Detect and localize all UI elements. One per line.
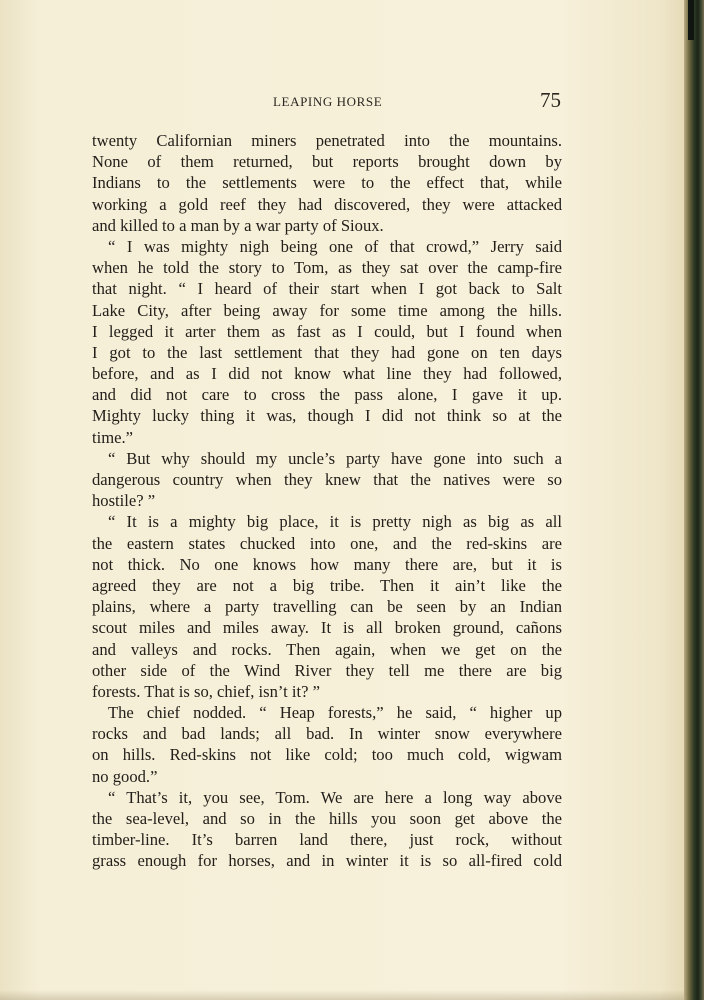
- text-line: Mighty lucky thing it was, though I did not think so at the: [92, 406, 562, 426]
- text-line: and valleys and rocks. Then again, when we get on the: [92, 639, 562, 659]
- text-line: “ That’s it, you see, Tom. We are here a long way above: [108, 787, 562, 807]
- running-head: LEAPING HORSE: [273, 94, 383, 109]
- text-line: when he told the story to Tom, as they sat over the camp-fire: [92, 258, 562, 278]
- text-line: I got to the last settlement that they had gone on ten days: [92, 342, 562, 362]
- text-line: “ It is a mighty big place, it is pretty nigh as big as all: [108, 512, 562, 532]
- text-line: “ I was mighty nigh being one of that crowd,” Jerry said: [108, 236, 562, 256]
- text-line: “ But why should my uncle’s party have gone into such a: [108, 448, 562, 468]
- text-line: not thick. No one knows how many there are, but it is: [92, 554, 562, 574]
- text-line: None of them returned, but reports brought down by: [92, 152, 562, 172]
- body-text: [92, 130, 562, 872]
- text-line: and did not care to cross the pass alone, I gave it up.: [92, 385, 562, 405]
- text-line: time.”: [92, 427, 134, 447]
- text-line: forests. That is so, chief, isn’t it? ”: [92, 681, 320, 701]
- text-line: on hills. Red-skins not like cold; too much cold, wigwam: [92, 745, 562, 765]
- text-line: twenty Californian miners penetrated into the mountains.: [92, 131, 562, 150]
- text-line: hostile? ”: [92, 491, 156, 511]
- text-line: other side of the Wind River they tell me there are big: [92, 660, 562, 680]
- text-line: The chief nodded. “ Heap forests,” he said, “ higher up: [108, 703, 562, 723]
- text-line: I legged it arter them as fast as I could, but I found when: [92, 321, 562, 341]
- text-line: no good.”: [92, 766, 158, 786]
- text-line: rocks and bad lands; all bad. In winter snow everywhere: [92, 724, 562, 744]
- text-line: before, and as I did not know what line they had followed,: [92, 364, 562, 384]
- page-bottom-shadow: [0, 990, 684, 1000]
- text-line: the eastern states chucked into one, and the red-skins are: [92, 533, 562, 553]
- page-number: 75: [540, 88, 561, 112]
- text-line: dangerous country when they knew that the natives were so: [92, 470, 562, 489]
- book-spine-edge: [684, 0, 704, 1000]
- text-line: working a gold reef they had discovered, they were attacked: [92, 194, 562, 214]
- text-line: Lake City, after being away for some time among the hills.: [92, 300, 562, 320]
- text-line: and killed to a man by a war party of Sioux.: [92, 215, 384, 235]
- text-line: the sea-level, and so in the hills you soon get above the: [92, 809, 562, 828]
- text-line: grass enough for horses, and in winter it is so all-fired cold: [92, 851, 562, 871]
- text-line: that night. “ I heard of their start when I got back to Salt: [92, 279, 562, 299]
- text-line: scout miles and miles away. It is all broken ground, cañons: [92, 618, 562, 638]
- text-line: timber-line. It’s barren land there, just rock, without: [92, 830, 562, 850]
- text-line: agreed they are not a big tribe. Then it ain’t like the: [92, 575, 562, 595]
- text-line: Indians to the settlements were to the effect that, while: [92, 173, 562, 193]
- book-spine-shadow: [688, 0, 694, 40]
- text-line: plains, where a party travelling can be seen by an Indian: [92, 597, 562, 617]
